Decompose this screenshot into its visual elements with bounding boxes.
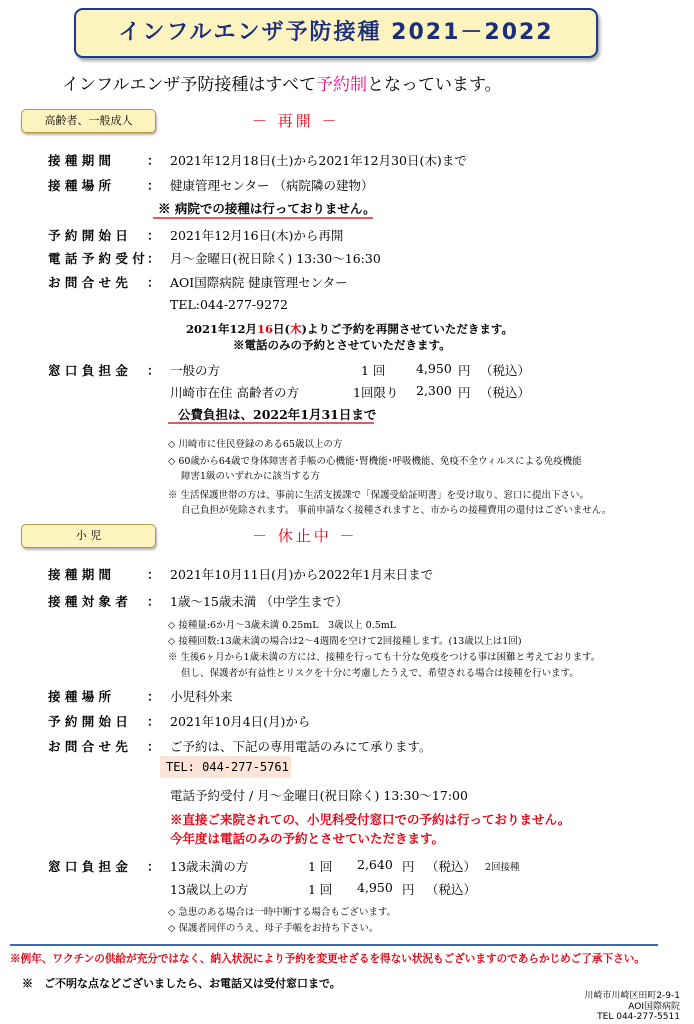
contact-note: ※ ご不明な点などございましたら、お電話又は受付窓口まで。 — [22, 977, 341, 990]
fee-tax: （税込） — [426, 859, 477, 874]
colon: ： — [147, 178, 160, 193]
child-note: ◇ 保護者同伴のうえ、母子手帳をお持ち下さい。 — [168, 923, 379, 934]
hospital-tel: TEL 044-277-5511 — [597, 1012, 680, 1022]
fee-times: 1 回 — [308, 882, 333, 897]
child-contact: ご予約は、下記の専用電話のみにて承ります。 — [170, 739, 432, 754]
adult-phone-hours: 月～金曜日(祝日除く) 13:30～16:30 — [170, 251, 381, 266]
fee-times: 1 回 — [308, 859, 333, 874]
adult-note: 自己負担が免除されます。 事前申請なく接種されますと、市からの接種費用の還付はございません。 — [181, 505, 612, 516]
fee-who: 13歳以上の方 — [170, 882, 249, 897]
colon: ： — [147, 594, 160, 609]
underline — [168, 422, 374, 424]
child-target: 1歳～15歳未満 （中学生まで） — [170, 594, 348, 609]
child-place: 小児科外来 — [170, 689, 233, 704]
footer-divider — [10, 944, 658, 946]
colon: ： — [147, 714, 160, 729]
adult-contact: AOI国際病院 健康管理センター — [170, 275, 348, 290]
child-contact-label: お 問 合 せ 先 — [48, 739, 128, 754]
adult-phone-label: 電 話 予 約 受 付 — [48, 251, 145, 266]
fee-tax: （税込） — [480, 385, 531, 400]
child-section-tab: 小 児 — [21, 524, 156, 548]
adult-tel: TEL:044-277-9272 — [170, 297, 288, 312]
adult-status: － 再開 － — [252, 112, 340, 130]
adult-note: ◇ 60歳から64歳で身体障害者手帳の心機能･腎機能･呼吸機能、免疫不全ウィルスによる免疫機能 — [168, 456, 582, 467]
fee-amount: 2,300 — [416, 383, 452, 398]
hospital-address-block — [584, 991, 680, 1023]
intro-post: となっています。 — [366, 75, 502, 95]
adult-place-label: 接 種 場 所 — [48, 178, 112, 193]
fee-tax: （税込） — [426, 882, 477, 897]
intro-text — [62, 70, 502, 95]
fee-unit: 円 — [402, 882, 415, 897]
fee-unit: 円 — [458, 363, 471, 378]
child-warning-1: ※直接ご来院されての、小児科受付窓口での予約は行っておりません。 — [170, 812, 571, 827]
fee-amount: 2,640 — [357, 857, 393, 872]
child-period-label: 接 種 期 間 — [48, 567, 112, 582]
child-start-label: 予 約 開 始 日 — [48, 714, 128, 729]
child-target-note: ◇ 接種量:6か月～3歳未満 0.25mL 3歳以上 0.5mL — [168, 620, 397, 631]
adult-note: ◇ 川崎市に住民登録のある65歳以上の方 — [168, 439, 343, 450]
colon: ： — [147, 153, 160, 168]
adult-start: 2021年12月16日(木)から再開 — [170, 228, 344, 243]
child-period: 2021年10月11日(月)から2022年1月末日まで — [170, 567, 434, 582]
adult-resume-note — [186, 321, 513, 337]
hospital-address: 川崎市川崎区田町2-9-1 — [584, 991, 680, 1001]
colon: ： — [147, 275, 160, 290]
child-tel: TEL: 044-277-5761 — [166, 760, 289, 774]
fee-tax: （税込） — [480, 363, 531, 378]
fee-times: 1 回 — [361, 363, 386, 378]
resume-weekday: 木 — [289, 322, 302, 336]
colon: ： — [147, 228, 160, 243]
child-target-note: 但し、保護者が有益性とリスクを十分に考慮したうえで、希望される場合は接種を行います。 — [181, 668, 579, 679]
adult-place: 健康管理センター （病院隣の建物） — [170, 178, 374, 193]
fee-who: 13歳未満の方 — [170, 859, 249, 874]
adult-phone-only-note: ※電話のみの予約とさせていただきます。 — [233, 338, 451, 352]
hospital-name: AOI国際病院 — [628, 1001, 680, 1012]
fee-amount: 4,950 — [416, 361, 452, 376]
public-subsidy-note: 公費負担は、2022年1月31日まで — [178, 407, 377, 422]
adult-period-label: 接 種 期 間 — [48, 153, 112, 168]
fee-times: 1回限り — [353, 385, 399, 400]
colon: ： — [147, 689, 160, 704]
intro-highlight: 予約制 — [315, 75, 367, 95]
child-status: － 休止中 － — [252, 527, 358, 545]
colon: ： — [147, 859, 160, 874]
fee-extra: 2回接種 — [485, 862, 520, 873]
resume-part: )よりご予約を再開させていただきます。 — [301, 322, 514, 336]
supply-warning: ※例年、ワクチンの供給が充分ではなく、納入状況により予約を変更せざるを得ない状況もございますのであらかじめご了承下さい。 — [10, 953, 645, 965]
underline — [153, 217, 373, 219]
colon: ： — [147, 567, 160, 582]
fee-who: 川崎市在住 高齢者の方 — [170, 385, 299, 400]
intro-pre: インフルエンザ予防接種はすべて — [62, 75, 316, 95]
child-fee-label: 窓 口 負 担 金 — [48, 859, 128, 874]
adult-note: 障害1級のいずれかに該当する方 — [181, 471, 321, 482]
fee-who: 一般の方 — [170, 363, 221, 378]
child-start: 2021年10月4日(月)から — [170, 714, 311, 729]
page-title: インフルエンザ予防接種 2021－2022 — [74, 8, 598, 58]
adult-start-label: 予 約 開 始 日 — [48, 228, 128, 243]
colon: ： — [147, 251, 160, 266]
adult-note: ※ 生活保護世帯の方は、事前に生活支援課で「保護受給証明書」を受け取り、窓口に提出下さい。 — [168, 490, 590, 501]
resume-day: 16 — [257, 322, 274, 336]
adult-contact-label: お 問 合 せ 先 — [48, 275, 128, 290]
adult-fee-label: 窓 口 負 担 金 — [48, 363, 128, 378]
colon: ： — [147, 363, 160, 378]
adult-period: 2021年12月18日(土)から2021年12月30日(木)まで — [170, 153, 467, 168]
fee-unit: 円 — [402, 859, 415, 874]
adult-section-tab: 高齢者、一般成人 — [21, 109, 156, 133]
child-target-note: ※ 生後6ヶ月から1歳未満の方には、接種を行っても十分な免疫をつける事は困難と考えております。 — [168, 652, 601, 663]
resume-part: 2021年12月 — [186, 322, 258, 336]
child-phone-hours: 電話予約受付 / 月～金曜日(祝日除く) 13:30～17:00 — [170, 788, 468, 803]
colon: ： — [147, 739, 160, 754]
adult-place-note: ※ 病院での接種は行っておりません。 — [158, 201, 376, 216]
child-target-label: 接 種 対 象 者 — [48, 594, 128, 609]
child-place-label: 接 種 場 所 — [48, 689, 112, 704]
resume-part: 日( — [273, 322, 290, 336]
child-warning-2: 今年度は電話のみの予約とさせていただきます。 — [170, 831, 445, 846]
fee-amount: 4,950 — [357, 880, 393, 895]
fee-unit: 円 — [458, 385, 471, 400]
child-target-note: ◇ 接種回数:13歳未満の場合は2～4週間を空けて2回接種します。(13歳以上は1回) — [168, 636, 522, 647]
child-note: ◇ 急患のある場合は一時中断する場合もございます。 — [168, 907, 397, 918]
